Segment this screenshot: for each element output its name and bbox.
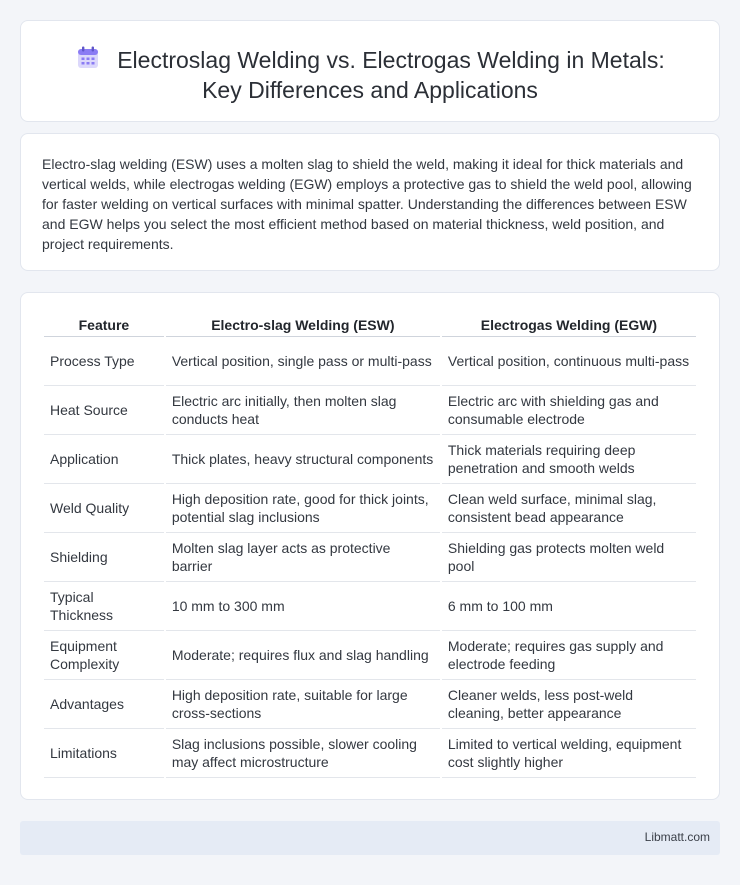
table-card bbox=[20, 292, 720, 800]
row-feature: Weld Quality bbox=[44, 484, 164, 533]
table-row bbox=[44, 582, 696, 631]
row-esw: 10 mm to 300 mm bbox=[166, 582, 440, 631]
title-card bbox=[20, 20, 720, 122]
title-line-1: Electroslag Welding vs. Electrogas Welding in Metals: bbox=[117, 47, 665, 73]
row-feature: Shielding bbox=[44, 533, 164, 582]
row-esw: Slag inclusions possible, slower cooling may affect microstructure bbox=[166, 729, 440, 778]
row-feature: Typical Thickness bbox=[44, 582, 164, 631]
table-row bbox=[44, 484, 696, 533]
row-egw: Clean weld surface, minimal slag, consistent bead appearance bbox=[442, 484, 696, 533]
header-feature: Feature bbox=[44, 313, 164, 337]
row-egw: Thick materials requiring deep penetration and smooth welds bbox=[442, 435, 696, 484]
row-esw: Vertical position, single pass or multi-pass bbox=[166, 337, 440, 386]
comparison-table bbox=[42, 313, 698, 778]
title-line-2: Key Differences and Applications bbox=[202, 77, 538, 103]
table-header-row bbox=[44, 313, 696, 337]
row-feature: Process Type bbox=[44, 337, 164, 386]
row-esw: High deposition rate, suitable for large cross-sections bbox=[166, 680, 440, 729]
table-row bbox=[44, 631, 696, 680]
row-egw: Moderate; requires gas supply and electrode feeding bbox=[442, 631, 696, 680]
intro-paragraph: Electro-slag welding (ESW) uses a molten slag to shield the weld, making it ideal for thick materials and vertical welds, while electrogas welding (EGW) employs a protective gas to shield the weld pool, allowing for faster welding on vertical surfaces with minimal spatter. Understanding the differences between ESW and EGW helps you select the most efficient method based on material thickness, weld position, and project requirements. bbox=[42, 156, 692, 252]
row-egw: Limited to vertical welding, equipment cost slightly higher bbox=[442, 729, 696, 778]
row-feature: Application bbox=[44, 435, 164, 484]
header-esw: Electro-slag Welding (ESW) bbox=[166, 313, 440, 337]
row-feature: Heat Source bbox=[44, 386, 164, 435]
row-feature: Advantages bbox=[44, 680, 164, 729]
row-feature: Limitations bbox=[44, 729, 164, 778]
footer-site-link[interactable]: Libmatt.com bbox=[644, 830, 710, 844]
row-egw: Vertical position, continuous multi-pass bbox=[442, 337, 696, 386]
page-title bbox=[21, 45, 719, 105]
footer-bar bbox=[20, 821, 720, 855]
intro-card bbox=[20, 133, 720, 271]
header-egw: Electrogas Welding (EGW) bbox=[442, 313, 696, 337]
row-egw: Shielding gas protects molten weld pool bbox=[442, 533, 696, 582]
row-esw: Molten slag layer acts as protective barrier bbox=[166, 533, 440, 582]
table-row bbox=[44, 337, 696, 386]
row-egw: 6 mm to 100 mm bbox=[442, 582, 696, 631]
row-esw: Thick plates, heavy structural components bbox=[166, 435, 440, 484]
row-egw: Cleaner welds, less post-weld cleaning, better appearance bbox=[442, 680, 696, 729]
row-esw: Electric arc initially, then molten slag conducts heat bbox=[166, 386, 440, 435]
row-feature: Equipment Complexity bbox=[44, 631, 164, 680]
table-row bbox=[44, 386, 696, 435]
table-row bbox=[44, 729, 696, 778]
table-row bbox=[44, 533, 696, 582]
table-row bbox=[44, 435, 696, 484]
calendar-icon bbox=[75, 45, 101, 71]
row-esw: High deposition rate, good for thick joints, potential slag inclusions bbox=[166, 484, 440, 533]
row-egw: Electric arc with shielding gas and consumable electrode bbox=[442, 386, 696, 435]
table-row bbox=[44, 680, 696, 729]
row-esw: Moderate; requires flux and slag handling bbox=[166, 631, 440, 680]
